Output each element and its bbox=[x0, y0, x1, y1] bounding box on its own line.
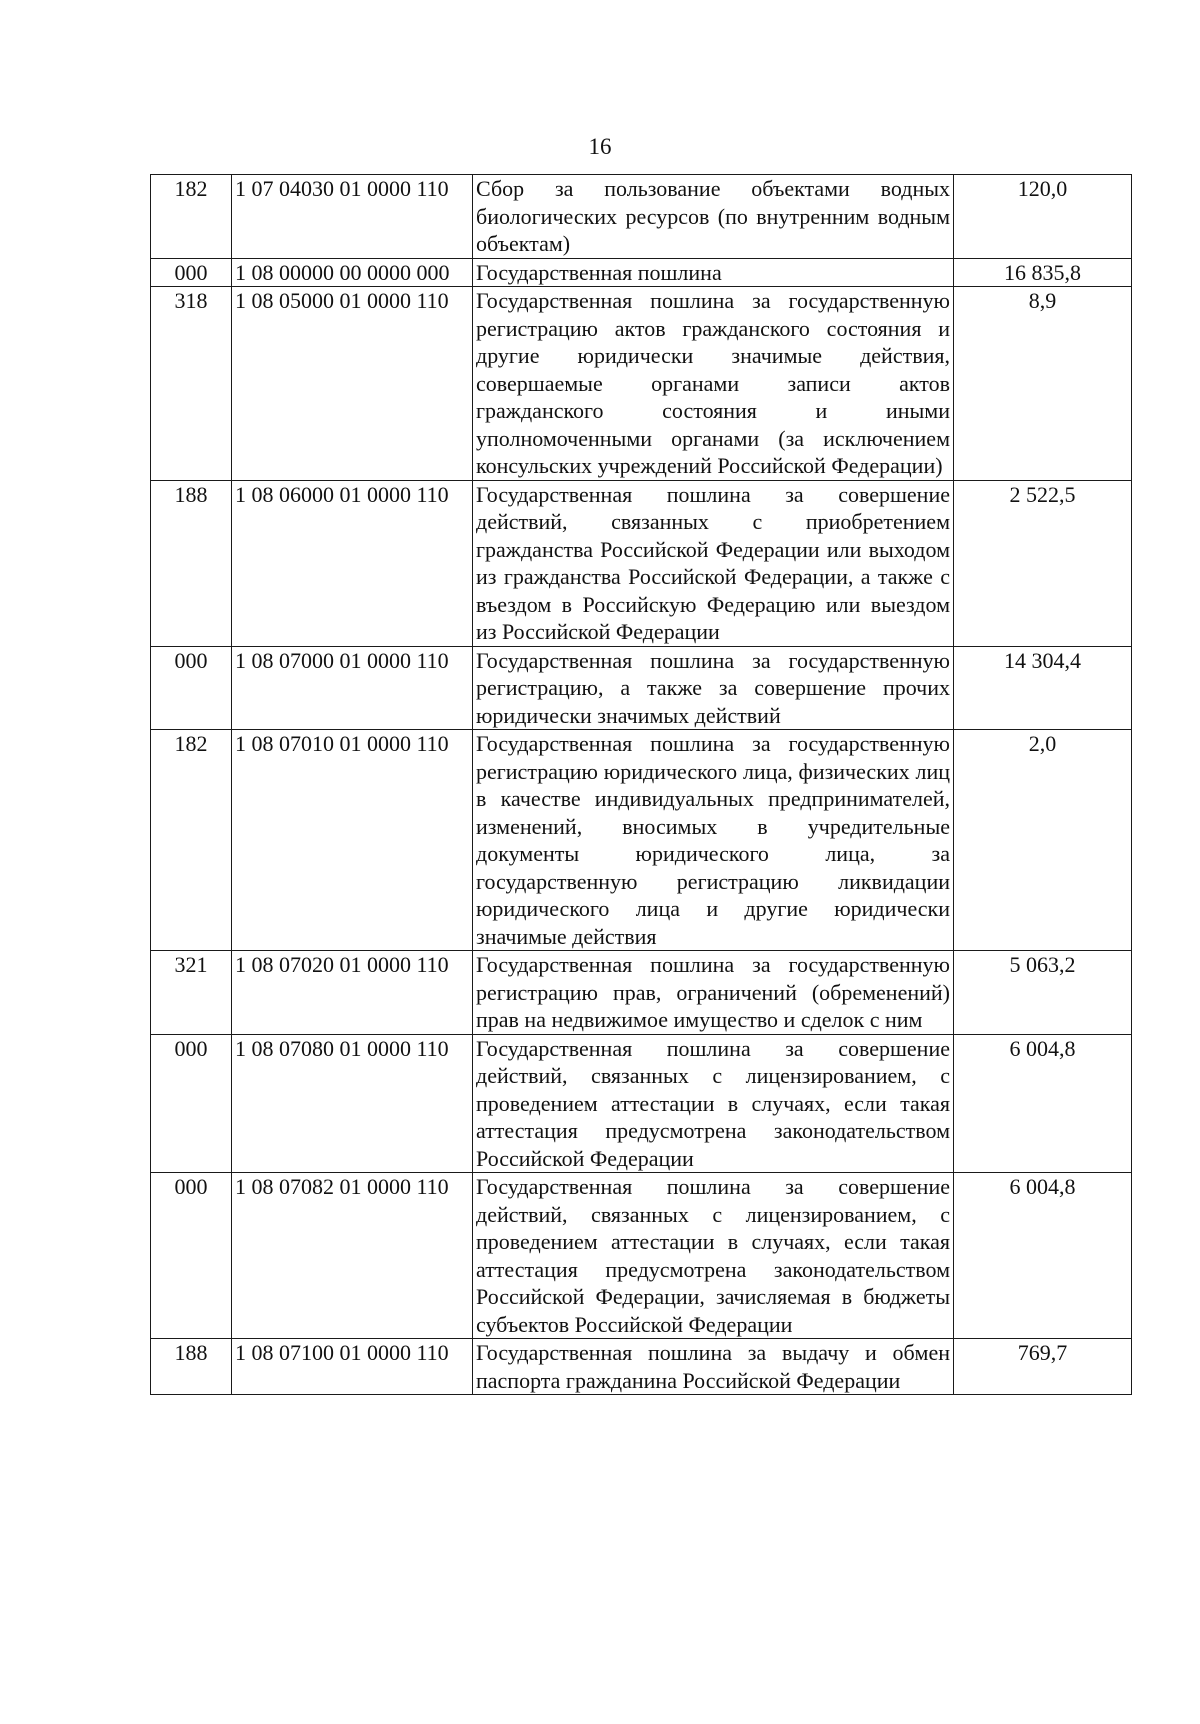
amount-cell: 5 063,2 bbox=[954, 951, 1132, 1035]
page-number: 16 bbox=[588, 134, 612, 159]
table-row bbox=[151, 287, 1132, 481]
table-row bbox=[151, 175, 1132, 259]
admin-code-cell: 321 bbox=[151, 951, 232, 1035]
revenue-name-cell: Государственная пошлина за совершение действий, связанных с лицензированием, с проведением аттестации в случаях, если такая аттестация предусмотрена законодательством Российской Федерации bbox=[473, 1034, 954, 1173]
table-row bbox=[151, 646, 1132, 730]
table-row bbox=[151, 951, 1132, 1035]
revenue-table-body bbox=[151, 175, 1132, 1395]
admin-code-cell: 188 bbox=[151, 480, 232, 646]
budget-classification-code-cell: 1 08 00000 00 0000 000 bbox=[232, 258, 473, 287]
amount-cell: 2 522,5 bbox=[954, 480, 1132, 646]
budget-classification-code-cell: 1 08 07100 01 0000 110 bbox=[232, 1339, 473, 1395]
admin-code-cell: 182 bbox=[151, 730, 232, 951]
table-row bbox=[151, 480, 1132, 646]
revenue-name-cell: Сбор за пользование объектами водных биологических ресурсов (по внутренним водным объектам) bbox=[473, 175, 954, 259]
amount-cell: 769,7 bbox=[954, 1339, 1132, 1395]
revenue-name-cell: Государственная пошлина за государственную регистрацию, а также за совершение прочих юридически значимых действий bbox=[473, 646, 954, 730]
revenue-table bbox=[150, 174, 1132, 1395]
amount-cell: 14 304,4 bbox=[954, 646, 1132, 730]
admin-code-cell: 188 bbox=[151, 1339, 232, 1395]
admin-code-cell: 000 bbox=[151, 1173, 232, 1339]
revenue-name-cell: Государственная пошлина bbox=[473, 258, 954, 287]
amount-cell: 16 835,8 bbox=[954, 258, 1132, 287]
budget-classification-code-cell: 1 08 06000 01 0000 110 bbox=[232, 480, 473, 646]
amount-cell: 2,0 bbox=[954, 730, 1132, 951]
revenue-name-cell: Государственная пошлина за государственную регистрацию актов гражданского состояния и другие юридически значимые действия, совершаемые органами записи актов гражданского состояния и иными уполномоченными органами (за исключением консульских учреждений Российской Федерации) bbox=[473, 287, 954, 481]
table-row bbox=[151, 1034, 1132, 1173]
budget-classification-code-cell: 1 08 07020 01 0000 110 bbox=[232, 951, 473, 1035]
table-row bbox=[151, 1339, 1132, 1395]
admin-code-cell: 000 bbox=[151, 646, 232, 730]
budget-classification-code-cell: 1 08 07080 01 0000 110 bbox=[232, 1034, 473, 1173]
table-row bbox=[151, 730, 1132, 951]
revenue-name-cell: Государственная пошлина за выдачу и обмен паспорта гражданина Российской Федерации bbox=[473, 1339, 954, 1395]
amount-cell: 6 004,8 bbox=[954, 1173, 1132, 1339]
revenue-name-cell: Государственная пошлина за государственную регистрацию юридического лица, физических лиц в качестве индивидуальных предпринимателей, изменений, вносимых в учредительные документы юридического лица, за государственную регистрацию ликвидации юридического лица и другие юридически значимые действия bbox=[473, 730, 954, 951]
budget-classification-code-cell: 1 08 07082 01 0000 110 bbox=[232, 1173, 473, 1339]
table-row bbox=[151, 258, 1132, 287]
admin-code-cell: 318 bbox=[151, 287, 232, 481]
table-row bbox=[151, 1173, 1132, 1339]
revenue-name-cell: Государственная пошлина за совершение действий, связанных с лицензированием, с проведением аттестации в случаях, если такая аттестация предусмотрена законодательством Российской Федерации, зачисляемая в бюджеты субъектов Российской Федерации bbox=[473, 1173, 954, 1339]
amount-cell: 6 004,8 bbox=[954, 1034, 1132, 1173]
revenue-name-cell: Государственная пошлина за государственную регистрацию прав, ограничений (обременений) прав на недвижимое имущество и сделок с ним bbox=[473, 951, 954, 1035]
admin-code-cell: 000 bbox=[151, 258, 232, 287]
amount-cell: 120,0 bbox=[954, 175, 1132, 259]
admin-code-cell: 182 bbox=[151, 175, 232, 259]
budget-classification-code-cell: 1 07 04030 01 0000 110 bbox=[232, 175, 473, 259]
budget-classification-code-cell: 1 08 07010 01 0000 110 bbox=[232, 730, 473, 951]
admin-code-cell: 000 bbox=[151, 1034, 232, 1173]
budget-classification-code-cell: 1 08 07000 01 0000 110 bbox=[232, 646, 473, 730]
revenue-name-cell: Государственная пошлина за совершение действий, связанных с приобретением гражданства Российской Федерации или выходом из гражданства Российской Федерации, а также с въездом в Российскую Федерацию или выездом из Российской Федерации bbox=[473, 480, 954, 646]
budget-classification-code-cell: 1 08 05000 01 0000 110 bbox=[232, 287, 473, 481]
amount-cell: 8,9 bbox=[954, 287, 1132, 481]
